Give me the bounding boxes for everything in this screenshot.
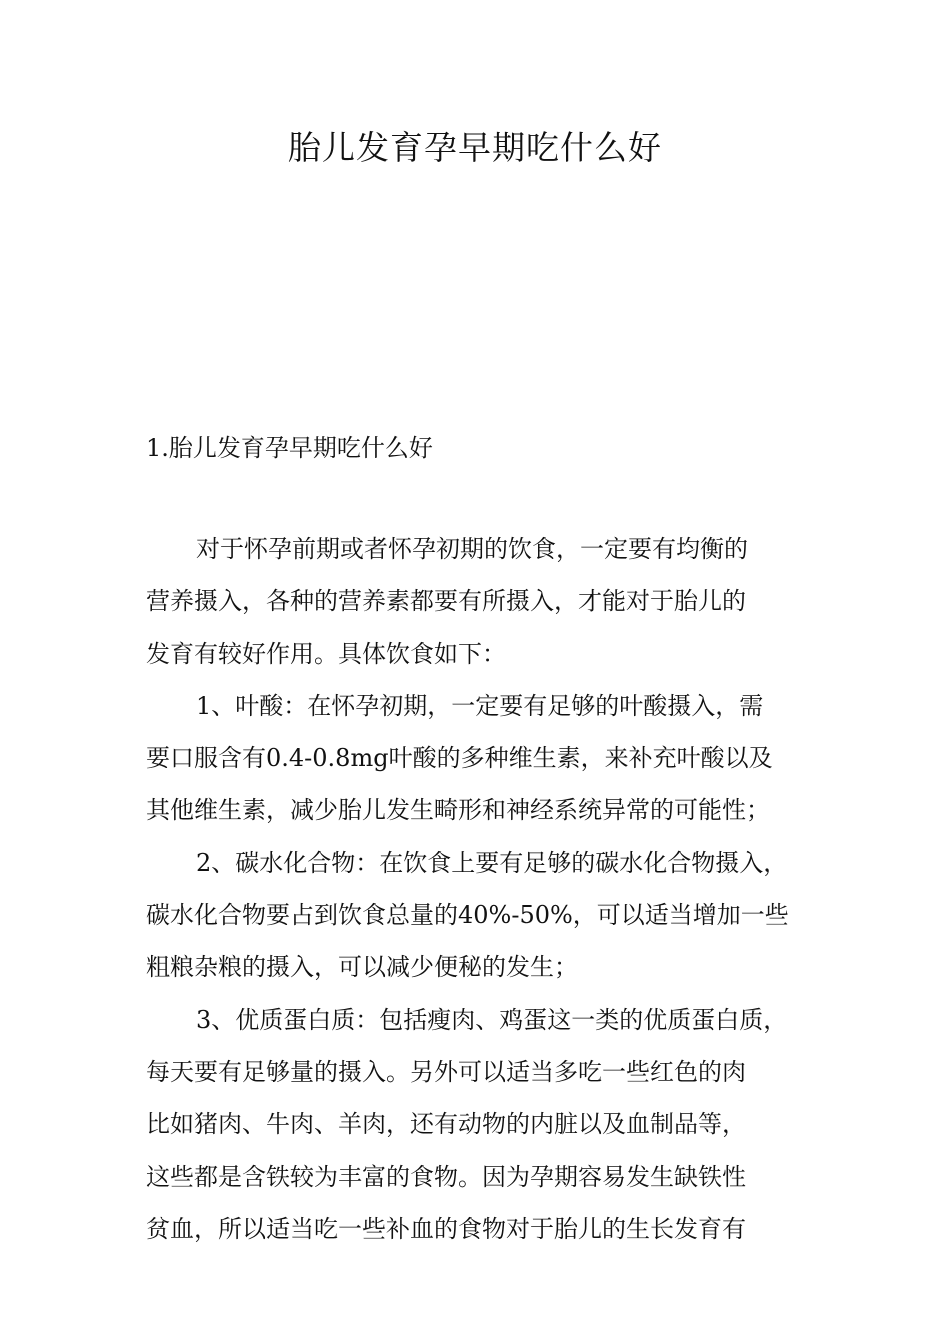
paragraph-carbohydrates [146,841,826,998]
text-line: 对于怀孕前期或者怀孕初期的饮食，一定要有均衡的 [196,535,748,563]
text-line: 其他维生素，减少胎儿发生畸形和神经系统异常的可能性； [146,796,770,825]
text-line: 这些都是含铁较为丰富的食物。因为孕期容易发生缺铁性 [146,1162,746,1191]
text-line: 粗粮杂粮的摄入，可以减少便秘的发生； [146,953,578,982]
paragraph-intro [146,527,826,684]
document-title: 胎儿发育孕早期吃什么好 [288,128,662,167]
text-line: 要口服含有0.4-0.8mg叶酸的多种维生素，来补充叶酸以及 [146,744,773,773]
paragraph-protein [146,998,826,1259]
section-heading: 1.胎儿发育孕早期吃什么好 [146,434,433,462]
text-line: 营养摄入，各种的营养素都要有所摄入，才能对于胎儿的 [146,587,746,616]
text-line: 贫血，所以适当吃一些补血的食物对于胎儿的生长发育有 [146,1214,746,1243]
text-line: 3、优质蛋白质：包括瘦肉、鸡蛋这一类的优质蛋白质， [196,1005,788,1034]
text-line: 比如猪肉、牛肉、羊肉，还有动物的内脏以及血制品等， [146,1110,746,1139]
paragraph-folic-acid [146,684,826,841]
text-line: 碳水化合物要占到饮食总量的40%-50%，可以适当增加一些 [146,901,789,930]
text-line: 2、碳水化合物：在饮食上要有足够的碳水化合物摄入， [196,848,788,877]
text-line: 每天要有足够量的摄入。另外可以适当多吃一些红色的肉 [146,1057,746,1086]
text-line: 1、叶酸：在怀孕初期，一定要有足够的叶酸摄入，需 [196,691,764,720]
document-body [146,527,826,1259]
text-line: 发育有较好作用。具体饮食如下： [146,639,506,668]
